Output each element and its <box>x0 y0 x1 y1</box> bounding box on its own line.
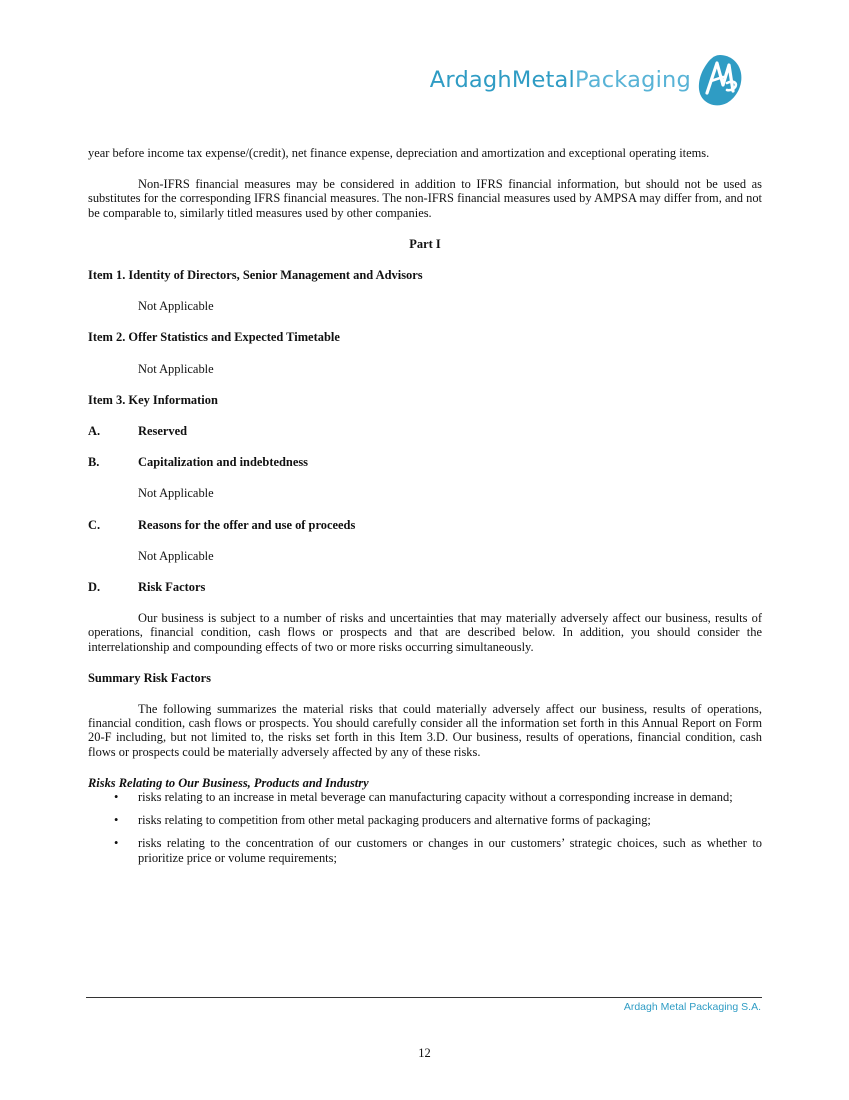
bullet-text: risks relating to competition from other metal packaging producers and alternative forms of packaging; <box>138 813 651 828</box>
section-title: Reasons for the offer and use of proceeds <box>138 517 356 532</box>
bullet-icon: • <box>114 790 119 805</box>
amp-monogram-icon <box>697 53 743 107</box>
summary-risk-factors-heading: Summary Risk Factors <box>88 670 211 685</box>
section-a-heading <box>88 424 762 438</box>
bullet-icon: • <box>114 813 119 828</box>
item3-heading: Item 3. Key Information <box>88 392 218 407</box>
section-title: Capitalization and indebtedness <box>138 455 309 470</box>
document-body <box>88 146 762 865</box>
list-item <box>88 836 762 864</box>
item1-text: Not Applicable <box>138 299 214 314</box>
section-b-heading <box>88 455 762 469</box>
section-b-text: Not Applicable <box>138 486 214 501</box>
risk-bullet-list <box>88 790 762 865</box>
item1-heading: Item 1. Identity of Directors, Senior Management and Advisors <box>88 268 423 283</box>
footer-divider <box>86 997 762 998</box>
section-d-heading <box>88 580 762 594</box>
section-c-text: Not Applicable <box>138 548 214 563</box>
page-number: 12 <box>418 1046 431 1060</box>
list-item <box>88 813 762 827</box>
section-letter: C. <box>88 517 101 532</box>
risk-factors-paragraph: Our business is subject to a number of risks and uncertainties that may materially adversely affect our business, results of operations, financial condition, cash flows or prospects and that are described below. In addition, you should consider the interrelationship and compounding effects of two or more risks occurring simultaneously. <box>88 611 762 654</box>
bullet-icon: • <box>114 836 119 851</box>
section-title: Risk Factors <box>138 580 206 595</box>
risks-business-heading: Risks Relating to Our Business, Products and Industry <box>88 775 369 790</box>
section-letter: B. <box>88 455 100 470</box>
footer-company-name: Ardagh Metal Packaging S.A. <box>623 1001 761 1013</box>
logo-wordmark <box>430 67 691 93</box>
intro-continuation: year before income tax expense/(credit), net finance expense, depreciation and amortization and exceptional operating items. <box>88 146 710 160</box>
item2-text: Not Applicable <box>138 361 214 376</box>
logo-word-metal: Metal <box>511 67 575 93</box>
list-item <box>88 790 762 804</box>
section-letter: A. <box>88 424 101 439</box>
non-ifrs-paragraph: Non-IFRS financial measures may be considered in addition to IFRS financial information, but should not be used as substitutes for the corresponding IFRS financial measures. The non-IFRS financial measures used by AMPSA may differ from, and not be comparable to, similarly titled measures used by other companies. <box>88 177 762 220</box>
part-heading: Part I <box>409 236 441 251</box>
bullet-text: risks relating to an increase in metal beverage can manufacturing capacity without a corresponding increase in demand; <box>138 790 733 805</box>
summary-paragraph: The following summarizes the material risks that could materially adversely affect our business, results of operations, financial condition, cash flows or prospects. You should carefully consider all the information set forth in this Annual Report on Form 20-F including, but not limited to, the risks set forth in this Item 3.D. Our business, results of operations, financial condition, cash flows or prospects could be materially adversely affected by any of these risks. <box>88 702 762 759</box>
item2-heading: Item 2. Offer Statistics and Expected Timetable <box>88 330 340 345</box>
company-logo <box>430 52 743 108</box>
logo-word-ardagh: Ardagh <box>429 67 512 93</box>
bullet-text: risks relating to the concentration of our customers or changes in our customers’ strategic choices, such as whether to prioritize price or volume requirements; <box>138 836 762 865</box>
logo-word-packaging: Packaging <box>574 67 691 93</box>
section-c-heading <box>88 518 762 532</box>
section-title: Reserved <box>138 424 188 439</box>
section-letter: D. <box>88 580 101 595</box>
